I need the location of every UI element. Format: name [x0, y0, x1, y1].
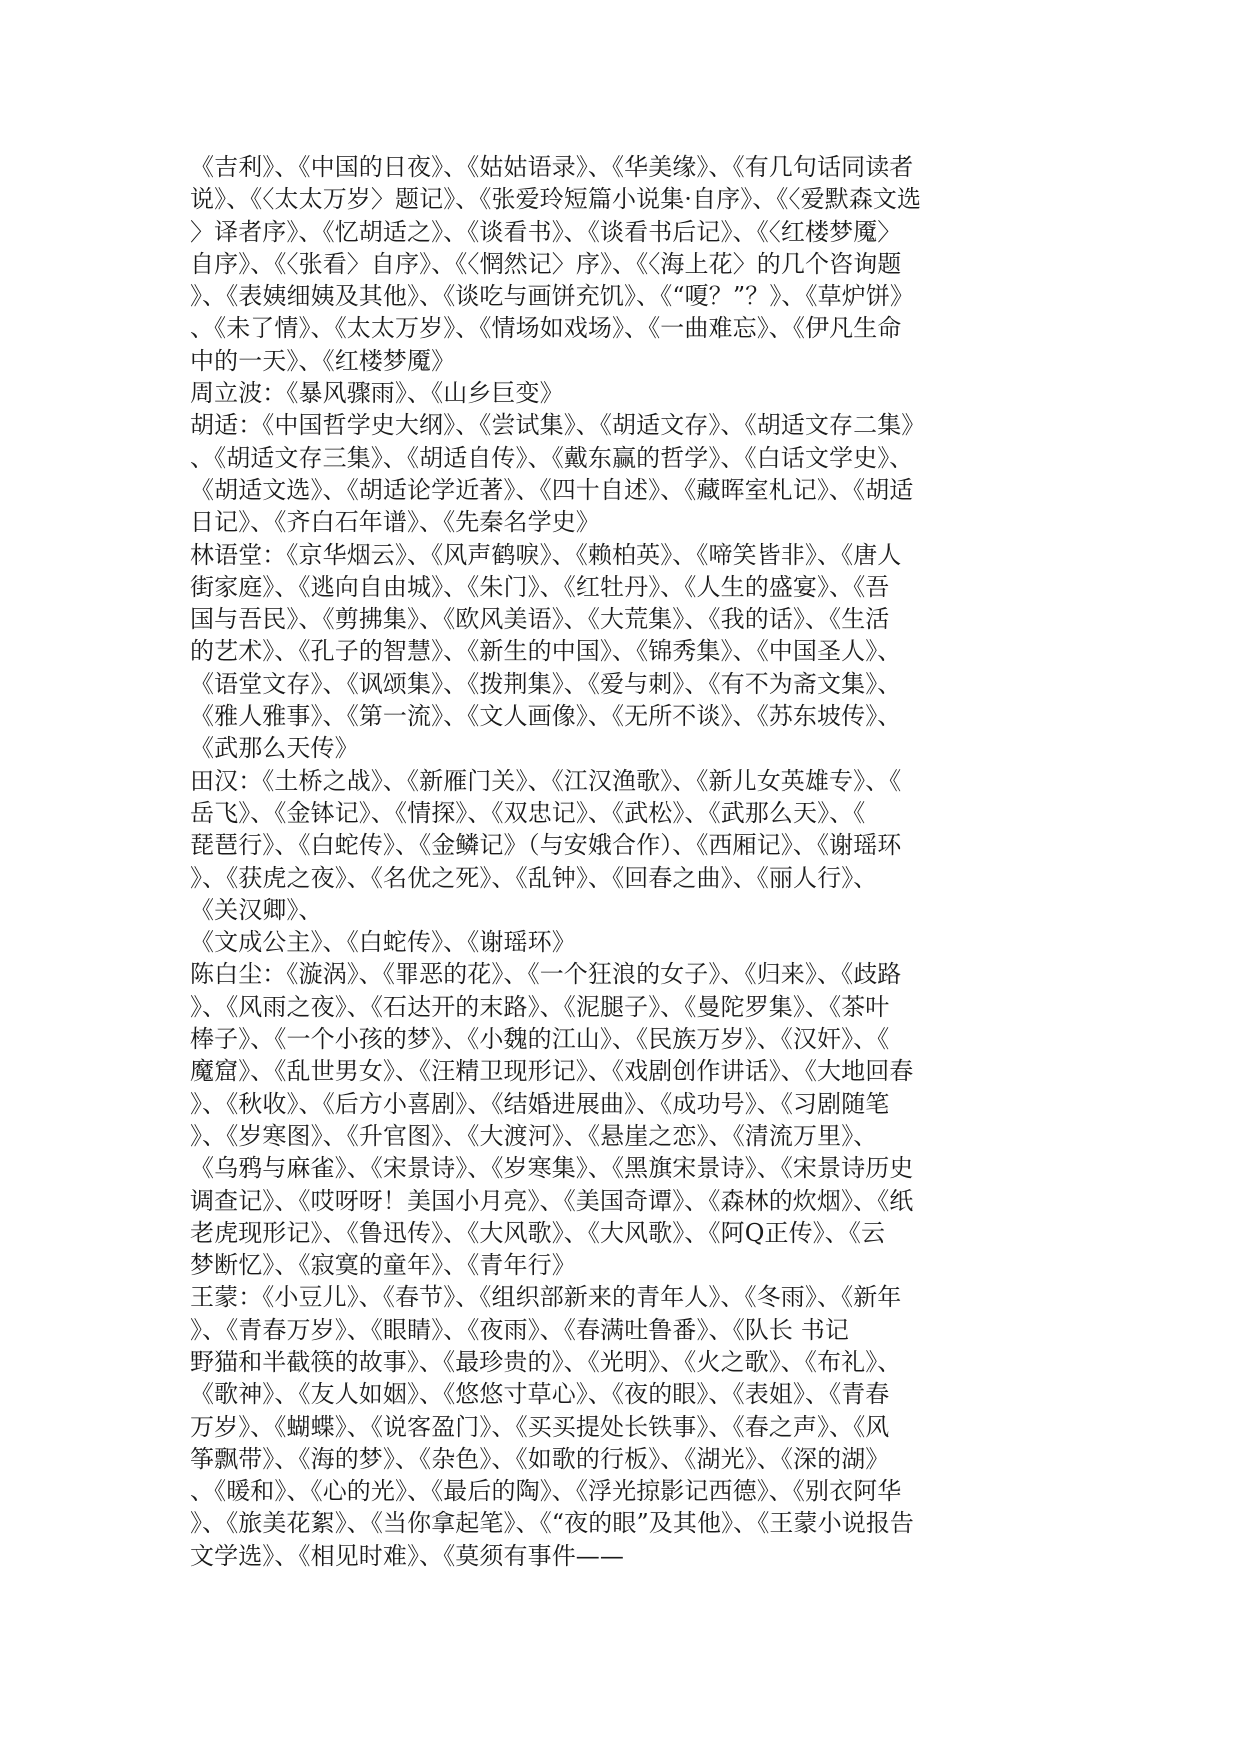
text-line: 《乌鸦与麻雀》、《宋景诗》、《岁寒集》、《黑旗宋景诗》、《宋景诗历史: [190, 1154, 914, 1183]
text-line: 王蒙：《小豆儿》、《春节》、《组织部新来的青年人》、《冬雨》、《新年: [190, 1283, 902, 1312]
text-line: 筝飘带》、《海的梦》、《杂色》、《如歌的行板》、《湖光》、《深的湖》: [190, 1444, 890, 1473]
text-line: 》、《青春万岁》、《眼睛》、《夜雨》、《春满吐鲁番》、《队长 书记: [190, 1315, 849, 1344]
text-line: 梦断忆》、《寂寞的童年》、《青年行》: [190, 1251, 576, 1280]
text-line: 》、《获虎之夜》、《名优之死》、《乱钟》、《回春之曲》、《丽人行》、: [190, 863, 878, 892]
text-line: 说》、《〈太太万岁〉题记》、《张爱玲短篇小说集·自序》、《〈爱默森文选: [190, 185, 922, 214]
text-line: 日记》、《齐白石年谱》、《先秦名学史》: [190, 508, 600, 537]
text-line: 《歌神》、《友人如姻》、《悠悠寸草心》、《夜的眼》、《表姐》、《青春: [190, 1380, 890, 1409]
text-line: 的艺术》、《孔子的智慧》、《新生的中国》、《锦秀集》、《中国圣人》、: [190, 637, 902, 666]
text-line: 《雅人雅事》、《第一流》、《文人画像》、《无所不谈》、《苏东坡传》、: [190, 702, 902, 731]
text-line: 《关汉卿》、: [190, 895, 323, 924]
text-line: 》、《旅美花絮》、《当你拿起笔》、《“夜的眼”及其他》、《王蒙小说报告: [190, 1509, 915, 1538]
text-line: 》、《岁寒图》、《升官图》、《大渡河》、《悬崖之恋》、《清流万里》、: [190, 1121, 878, 1150]
text-line: 田汉：《土桥之战》、《新雁门关》、《江汉渔歌》、《新儿女英雄专》、《: [190, 766, 902, 795]
text-line: 棒子》、《一个小孩的梦》、《小魏的江山》、《民族万岁》、《汉奸》、《: [190, 1025, 890, 1054]
text-line: 《吉利》、《中国的日夜》、《姑姑语录》、《华美缘》、《有几句话同读者: [190, 153, 914, 181]
text-line: 野猫和半截筷的故事》、《最珍贵的》、《光明》、《火之歌》、《布礼》、: [190, 1347, 902, 1376]
text-line: 《胡适文选》、《胡适论学近著》、《四十自述》、《藏晖室札记》、《胡适: [190, 475, 914, 504]
text-line: 〉译者序》、《忆胡适之》、《谈看书》、《谈看书后记》、《〈红楼梦魇〉: [190, 217, 902, 246]
text-line: 老虎现形记》、《鲁迅传》、《大风歌》、《大风歌》、《阿Q正传》、《云: [190, 1218, 886, 1247]
text-line: 调查记》、《哎呀呀！美国小月亮》、《美国奇谭》、《森林的炊烟》、《纸: [190, 1186, 914, 1215]
text-line: 、《胡适文存三集》、《胡适自传》、《戴东赢的哲学》、《白话文学史》、: [190, 443, 914, 472]
text-line: 《武那么天传》: [190, 734, 359, 763]
text-line: 陈白尘：《漩涡》、《罪恶的花》、《一个狂浪的女子》、《归来》、《歧路: [190, 960, 902, 989]
body-text: [190, 151, 1070, 1572]
text-line: 周立波：《暴风骤雨》、《山乡巨变》: [190, 379, 564, 408]
text-line: 魔窟》、《乱世男女》、《汪精卫现形记》、《戏剧创作讲话》、《大地回春: [190, 1057, 914, 1086]
text-line: 国与吾民》、《剪拂集》、《欧风美语》、《大荒集》、《我的话》、《生活: [190, 605, 890, 634]
text-line: 、《暖和》、《心的光》、《最后的陶》、《浮光掠影记西德》、《别衣阿华: [190, 1477, 902, 1506]
text-line: 》、《风雨之夜》、《石达开的末路》、《泥腿子》、《曼陀罗集》、《茶叶: [190, 992, 890, 1021]
text-line: 琵琶行》、《白蛇传》、《金鳞记》（与安娥合作）、《西厢记》、《谢瑶环: [190, 831, 902, 860]
text-line: 文学选》、《相见时难》、《莫须有事件——: [190, 1541, 624, 1570]
text-line: 自序》、《〈张看〉自序》、《〈惘然记〉序》、《〈海上花〉的几个咨询题: [190, 249, 902, 278]
text-line: 中的一天》、《红楼梦魇》: [190, 346, 456, 375]
text-line: 街家庭》、《逃向自由城》、《朱门》、《红牡丹》、《人生的盛宴》、《吾: [190, 572, 890, 601]
text-line: 胡适：《中国哲学史大纲》、《尝试集》、《胡适文存》、《胡适文存二集》: [190, 411, 926, 440]
text-line: 万岁》、《蝴蝶》、《说客盈门》、《买买提处长铁事》、《春之声》、《风: [190, 1412, 890, 1441]
text-line: 、《未了情》、《太太万岁》、《情场如戏场》、《一曲难忘》、《伊凡生命: [190, 314, 902, 343]
text-line: 》、《秋收》、《后方小喜剧》、《结婚进展曲》、《成功号》、《习剧随笔: [190, 1089, 890, 1118]
text-line: 》、《表姨细姨及其他》、《谈吃与画饼充饥》、《“嗄？”？》、《草炉饼》: [190, 282, 915, 311]
text-line: 《语堂文存》、《讽颂集》、《拨荆集》、《爱与刺》、《有不为斋文集》、: [190, 669, 902, 698]
text-line: 林语堂：《京华烟云》、《风声鹤唳》、《赖柏英》、《啼笑皆非》、《唐人: [190, 540, 902, 569]
text-line: 岳飞》、《金钵记》、《情探》、《双忠记》、《武松》、《武那么天》、《: [190, 798, 866, 827]
text-line: 《文成公主》、《白蛇传》、《谢瑶环》: [190, 928, 576, 957]
